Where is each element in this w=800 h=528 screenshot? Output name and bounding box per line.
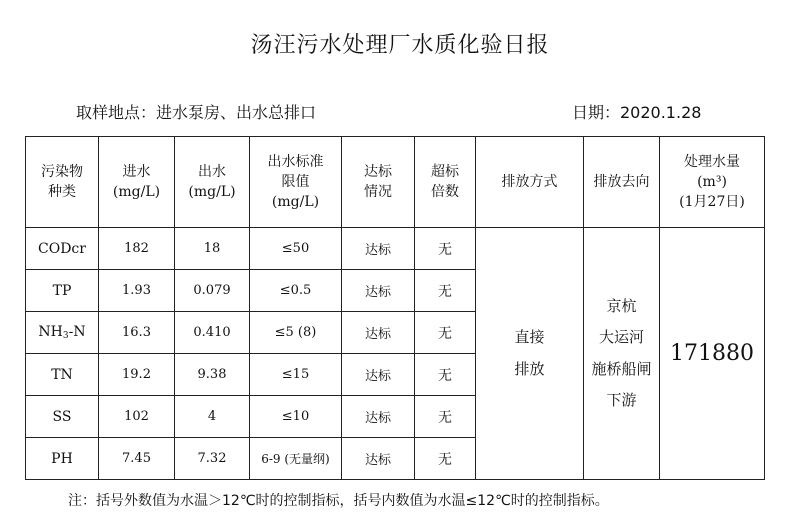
header-inflow-line2: (mg/L) [112, 184, 161, 200]
discharge-dest-line4: 下游 [606, 391, 637, 409]
header-discharge-mode: 排放方式 [476, 137, 584, 228]
header-limit-line3: (mg/L) [271, 194, 320, 211]
compliance-value: 达标 [342, 228, 415, 270]
header-volume-line2: (m³) [697, 173, 727, 190]
header-compliance [342, 137, 415, 228]
pollutant-name: SS [26, 396, 99, 438]
outflow-value: 4 [175, 396, 250, 438]
header-inflow [99, 137, 175, 228]
header-pollutant-line2: 种类 [48, 184, 76, 200]
treated-volume: 171880 [660, 228, 765, 480]
exceed-value: 无 [415, 270, 476, 312]
inflow-value: 102 [99, 396, 175, 438]
compliance-value: 达标 [342, 312, 415, 354]
pollutant-name [26, 312, 99, 354]
header-pollutant-line1: 污染物 [41, 163, 83, 180]
discharge-dest-line2: 大运河 [598, 328, 644, 346]
pollutant-name-main: NH [38, 324, 63, 340]
exceed-value: 无 [415, 312, 476, 354]
pollutant-name: PH [26, 438, 99, 480]
pollutant-name: TN [26, 354, 99, 396]
header-volume [660, 137, 765, 228]
compliance-value: 达标 [342, 396, 415, 438]
limit-value: ≤10 [250, 396, 342, 438]
exceed-value: 无 [415, 228, 476, 270]
header-outflow-line1: 出水 [198, 163, 226, 180]
header-inflow-line1: 进水 [122, 163, 151, 180]
limit-value: 6-9 (无量纲) [250, 438, 342, 480]
table-row [26, 228, 765, 270]
limit-value: ≤5 (8) [250, 312, 342, 354]
header-compliance-line1: 达标 [364, 163, 392, 180]
discharge-mode-line2: 排放 [514, 359, 545, 378]
header-exceed [415, 137, 476, 228]
header-volume-line1: 处理水量 [684, 153, 740, 170]
report-date: 日期：2020.1.28 [572, 103, 702, 122]
inflow-value: 1.93 [99, 270, 175, 312]
outflow-value: 0.410 [175, 312, 250, 354]
discharge-dest-line3: 施桥船闸 [591, 359, 652, 378]
outflow-value: 18 [175, 228, 250, 270]
pollutant-name: CODcr [26, 228, 99, 270]
header-compliance-line2: 情况 [364, 184, 392, 200]
inflow-value: 182 [99, 228, 175, 270]
discharge-dest-cell [584, 228, 660, 480]
inflow-value: 7.45 [99, 438, 175, 480]
header-outflow-line2: (mg/L) [188, 184, 236, 200]
exceed-value: 无 [415, 354, 476, 396]
compliance-value: 达标 [342, 270, 415, 312]
header-exceed-line1: 超标 [431, 163, 459, 180]
footnote: 注：括号外数值为水温＞12℃时的控制指标，括号内数值为水温≤12℃时的控制指标。 [68, 493, 609, 509]
header-limit-line2: 限值 [281, 173, 310, 190]
report-title: 汤汪污水处理厂水质化验日报 [250, 33, 550, 58]
header-limit [250, 137, 342, 228]
limit-value: ≤50 [250, 228, 342, 270]
exceed-value: 无 [415, 396, 476, 438]
sampling-location: 取样地点：进水泵房、出水总排口 [76, 103, 317, 122]
pollutant-name: TP [26, 270, 99, 312]
outflow-value: 7.32 [175, 438, 250, 480]
pollutant-name-subscript: 3 [62, 331, 69, 341]
discharge-dest-line1: 京杭 [606, 296, 637, 315]
pollutant-name-tail: -N [68, 324, 86, 340]
limit-value: ≤0.5 [250, 270, 342, 312]
header-volume-line3: (1月27日) [679, 194, 745, 211]
header-row [26, 137, 765, 228]
compliance-value: 达标 [342, 354, 415, 396]
compliance-value: 达标 [342, 438, 415, 480]
header-limit-line1: 出水标准 [267, 153, 324, 170]
inflow-value: 19.2 [99, 354, 175, 396]
outflow-value: 0.079 [175, 270, 250, 312]
water-quality-table [25, 136, 765, 480]
header-discharge-dest: 排放去向 [584, 137, 660, 228]
limit-value: ≤15 [250, 354, 342, 396]
exceed-value: 无 [415, 438, 476, 480]
header-exceed-line2: 倍数 [431, 184, 459, 200]
outflow-value: 9.38 [175, 354, 250, 396]
header-pollutant [26, 137, 99, 228]
discharge-mode-line1: 直接 [514, 328, 545, 346]
header-outflow [175, 137, 250, 228]
discharge-mode-cell [476, 228, 584, 480]
inflow-value: 16.3 [99, 312, 175, 354]
